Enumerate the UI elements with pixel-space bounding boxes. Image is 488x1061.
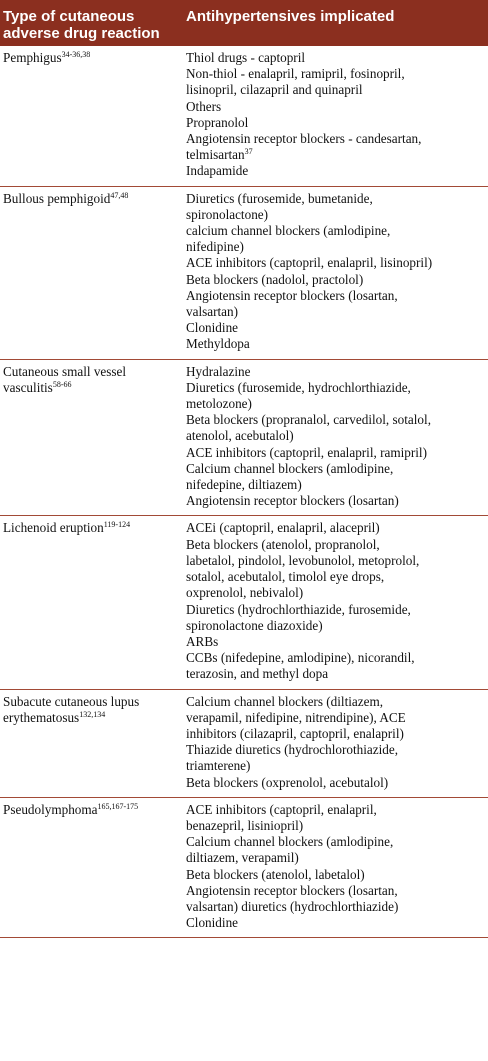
drug-text: Clonidine (186, 320, 239, 336)
drug-line (186, 239, 488, 255)
reaction-type-cell (0, 46, 184, 186)
drug-line (186, 493, 488, 509)
drug-text: Angiotensin receptor blockers - candesartan, (186, 131, 422, 147)
drug-text: Non-thiol - enalapril, ramipril, fosinopril, (186, 66, 405, 82)
reaction-type-text: Pseudolymphoma (3, 801, 98, 817)
reaction-type-cell (0, 798, 184, 938)
table-row (0, 187, 488, 360)
reaction-type-name (3, 50, 182, 66)
drug-line (186, 585, 488, 601)
drug-text: valsartan) (186, 304, 238, 320)
drug-text: nifedipine) (186, 239, 244, 255)
drug-line (186, 758, 488, 774)
drug-text: CCBs (nifedepine, amlodipine), nicorandil, (186, 650, 415, 666)
drug-line (186, 82, 488, 98)
drug-line (186, 191, 488, 207)
reaction-type-text: Pemphigus (3, 50, 62, 65)
reaction-type-name (3, 364, 182, 380)
drug-text: Clonidine (186, 915, 239, 931)
drug-line (186, 694, 488, 710)
drug-line (186, 850, 488, 866)
reaction-type-text: Subacute cutaneous lupus (3, 693, 140, 709)
reaction-type-name (3, 191, 182, 207)
drug-text: triamterene) (186, 758, 251, 774)
drug-line (186, 520, 488, 536)
drug-line (186, 99, 488, 115)
drug-line (186, 915, 488, 931)
drug-line (186, 726, 488, 742)
reference-superscript: 37 (244, 147, 253, 157)
table-row (0, 516, 488, 689)
drug-text: Propranolol (186, 114, 249, 130)
reaction-type-cell (0, 360, 184, 516)
drug-text: Beta blockers (oxprenolol, acebutalol) (186, 774, 389, 790)
drug-text: Calcium channel blockers (diltiazem, (186, 693, 384, 709)
drug-line (186, 223, 488, 239)
drug-line (186, 336, 488, 352)
drug-line (186, 207, 488, 223)
drug-line (186, 834, 488, 850)
drug-line (186, 255, 488, 271)
drug-text: Methyldopa (186, 336, 250, 352)
drug-text: verapamil, nifedipine, nitrendipine), ACE (186, 709, 406, 725)
header-col-type (0, 8, 178, 44)
drug-text: Beta blockers (atenolol, propranolol, (186, 536, 380, 552)
drug-line (186, 602, 488, 618)
drug-text: benazepril, lisiniopril) (186, 817, 304, 833)
drug-line (186, 618, 488, 634)
drug-text: Thiol drugs - captopril (186, 50, 306, 65)
table-row (0, 798, 488, 939)
drug-text: telmisartan (186, 147, 245, 163)
drug-text: Thiazide diuretics (hydrochlorothiazide, (186, 742, 399, 758)
drug-text: metolozone) (186, 396, 252, 412)
drug-line (186, 304, 488, 320)
drug-line (186, 412, 488, 428)
drug-line (186, 445, 488, 461)
reaction-type-text: Bullous pemphigoid (3, 190, 111, 206)
drug-text: diltiazem, verapamil) (186, 850, 299, 866)
drug-text: ARBs (186, 633, 219, 649)
drugs-implicated-cell (184, 360, 488, 516)
drugs-implicated-cell (184, 187, 488, 359)
drug-text: Hydralazine (186, 363, 251, 379)
drug-text: Angiotensin receptor blockers (losartan) (186, 493, 399, 509)
drug-text: ACE inhibitors (captopril, enalapril, ramipril) (186, 444, 427, 460)
table-header (0, 0, 488, 46)
drug-line (186, 163, 488, 179)
drug-text: ACE inhibitors (captopril, enalapril, (186, 801, 377, 817)
drug-text: Diuretics (hydrochlorthiazide, furosemide, (186, 601, 411, 617)
reaction-type-name (3, 802, 182, 818)
reaction-type-cell (0, 516, 184, 688)
drug-line (186, 272, 488, 288)
drug-text: lisinopril, cilazapril and quinapril (186, 82, 363, 98)
drug-text: Others (186, 98, 222, 114)
drug-text: Calcium channel blockers (amlodipine, (186, 834, 394, 850)
drug-text: Beta blockers (atenolol, labetalol) (186, 866, 365, 882)
reaction-type-name-cont (3, 710, 182, 726)
drug-text: ACE inhibitors (captopril, enalapril, lisinopril) (186, 255, 433, 271)
drug-text: calcium channel blockers (amlodipine, (186, 223, 391, 239)
header-col-type-line2: adverse drug reaction (3, 25, 160, 42)
header-col-drugs-label: Antihypertensives implicated (186, 8, 395, 25)
reaction-type-name (3, 520, 182, 536)
drugs-implicated-cell (184, 46, 488, 186)
drug-text: labetalol, pindolol, levobunolol, metoprolol, (186, 552, 420, 568)
drug-line (186, 131, 488, 147)
reaction-type-text: Cutaneous small vessel (3, 363, 127, 379)
drug-text: Beta blockers (nadolol, practolol) (186, 271, 364, 287)
table-row (0, 690, 488, 798)
drug-text: inhibitors (cilazapril, captopril, enalapril) (186, 725, 404, 741)
drug-line (186, 775, 488, 791)
reaction-type-text: vasculitis (3, 379, 53, 395)
drug-text: Diuretics (furosemide, bumetanide, (186, 190, 373, 206)
header-col-drugs (178, 8, 488, 44)
drug-text: Beta blockers (propranalol, carvedilol, sotalol, (186, 412, 431, 428)
table-body (0, 46, 488, 938)
drug-text: atenolol, acebutalol) (186, 428, 294, 444)
reference-superscript: 132,134 (79, 709, 106, 719)
table-row (0, 360, 488, 517)
drug-line (186, 742, 488, 758)
drug-line (186, 66, 488, 82)
drug-text: Diuretics (furosemide, hydrochlorthiazide, (186, 379, 411, 395)
drug-text: spironolactone) (186, 206, 269, 222)
drug-line (186, 288, 488, 304)
drug-text: spironolactone diazoxide) (186, 617, 323, 633)
drug-line (186, 396, 488, 412)
table-row (0, 46, 488, 187)
reference-superscript: 58-66 (52, 379, 72, 389)
drug-line (186, 818, 488, 834)
drugs-implicated-cell (184, 690, 488, 797)
drug-line (186, 115, 488, 131)
drug-line (186, 634, 488, 650)
drug-line (186, 569, 488, 585)
header-col-type-line1: Type of cutaneous (3, 8, 135, 25)
reaction-type-name-cont (3, 380, 182, 396)
reaction-type-name (3, 694, 182, 710)
drug-line (186, 666, 488, 682)
drug-line (186, 477, 488, 493)
drug-text: ACEi (captopril, enalapril, alacepril) (186, 520, 380, 536)
drug-line (186, 50, 488, 66)
reaction-type-text: Lichenoid eruption (3, 520, 104, 536)
drug-text: sotalol, acebutalol, timolol eye drops, (186, 569, 385, 585)
drug-text: oxprenolol, nebivalol) (186, 585, 304, 601)
reaction-type-cell (0, 690, 184, 797)
drug-line (186, 899, 488, 915)
drug-text: Angiotensin receptor blockers (losartan, (186, 882, 398, 898)
drug-text: terazosin, and methyl dopa (186, 666, 329, 682)
reaction-type-cell (0, 187, 184, 359)
drug-line (186, 537, 488, 553)
drugs-implicated-cell (184, 798, 488, 938)
reference-superscript: 165,167-175 (97, 801, 139, 811)
drug-line (186, 883, 488, 899)
drug-line (186, 461, 488, 477)
drugs-implicated-cell (184, 516, 488, 688)
drug-line (186, 710, 488, 726)
drug-line (186, 553, 488, 569)
drug-text: Angiotensin receptor blockers (losartan, (186, 287, 398, 303)
drug-line (186, 867, 488, 883)
drug-text: nifedepine, diltiazem) (186, 477, 302, 493)
drug-line (186, 147, 488, 163)
drug-line (186, 802, 488, 818)
drug-line (186, 380, 488, 396)
drug-text: valsartan) diuretics (hydrochlorthiazide) (186, 898, 399, 914)
reference-superscript: 119-124 (103, 520, 131, 530)
reaction-type-text: erythematosus (3, 709, 80, 725)
drug-line (186, 428, 488, 444)
reference-superscript: 47,48 (110, 190, 129, 200)
reference-superscript: 34-36,38 (61, 50, 91, 59)
drug-line (186, 320, 488, 336)
drug-text: Indapamide (186, 163, 249, 179)
drug-text: Calcium channel blockers (amlodipine, (186, 460, 394, 476)
drug-line (186, 650, 488, 666)
drug-line (186, 364, 488, 380)
